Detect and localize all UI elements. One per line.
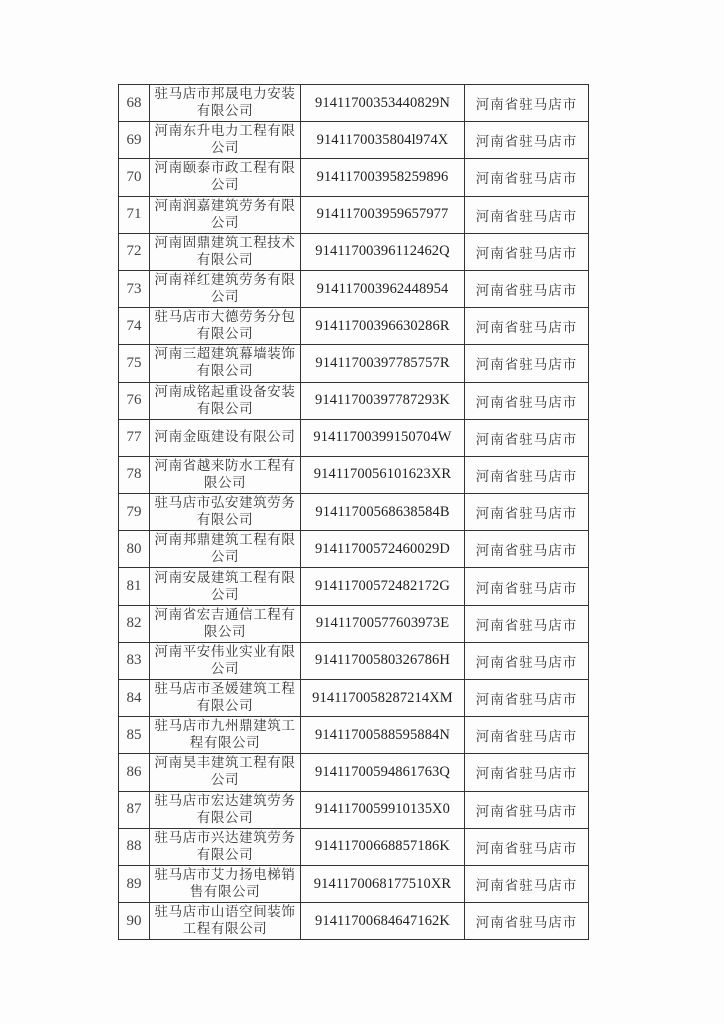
company-name-cell: 河南固鼎建筑工程技术有限公司 — [150, 233, 301, 270]
row-number-cell: 90 — [119, 903, 150, 940]
credit-code-cell: 91411700580326786H — [301, 642, 465, 679]
credit-code-cell: 91411700397787293K — [301, 382, 465, 419]
credit-code-cell: 914117003962448954 — [301, 270, 465, 307]
company-registry-table — [118, 84, 589, 940]
row-number-cell: 71 — [119, 196, 150, 233]
company-name-cell: 河南昊丰建筑工程有限公司 — [150, 754, 301, 791]
company-name-cell: 河南安晟建筑工程有限公司 — [150, 568, 301, 605]
region-cell: 河南省驻马店市 — [465, 308, 589, 345]
region-cell: 河南省驻马店市 — [465, 568, 589, 605]
region-cell: 河南省驻马店市 — [465, 754, 589, 791]
region-cell: 河南省驻马店市 — [465, 85, 589, 122]
credit-code-cell: 9141170035804l974X — [301, 122, 465, 159]
row-number-cell: 75 — [119, 345, 150, 382]
credit-code-cell: 91411700396112462Q — [301, 233, 465, 270]
table-row — [119, 865, 589, 902]
table-row — [119, 419, 589, 456]
company-name-cell: 驻马店市圣媛建筑工程有限公司 — [150, 680, 301, 717]
row-number-cell: 73 — [119, 270, 150, 307]
table-row — [119, 456, 589, 493]
credit-code-cell: 91411700396630286R — [301, 308, 465, 345]
credit-code-cell: 9141170059910135X0 — [301, 791, 465, 828]
table-row — [119, 85, 589, 122]
region-cell: 河南省驻马店市 — [465, 122, 589, 159]
credit-code-cell: 914117003959657977 — [301, 196, 465, 233]
row-number-cell: 79 — [119, 494, 150, 531]
row-number-cell: 68 — [119, 85, 150, 122]
region-cell: 河南省驻马店市 — [465, 233, 589, 270]
row-number-cell: 83 — [119, 642, 150, 679]
table-row — [119, 568, 589, 605]
credit-code-cell: 91411700397785757R — [301, 345, 465, 382]
credit-code-cell: 91411700399150704W — [301, 419, 465, 456]
credit-code-cell: 91411700684647162K — [301, 903, 465, 940]
region-cell: 河南省驻马店市 — [465, 419, 589, 456]
credit-code-cell: 91411700594861763Q — [301, 754, 465, 791]
table-row — [119, 233, 589, 270]
region-cell: 河南省驻马店市 — [465, 605, 589, 642]
table-row — [119, 754, 589, 791]
table-row — [119, 382, 589, 419]
credit-code-cell: 914117003958259896 — [301, 159, 465, 196]
region-cell: 河南省驻马店市 — [465, 828, 589, 865]
row-number-cell: 89 — [119, 865, 150, 902]
company-name-cell: 驻马店市宏达建筑劳务有限公司 — [150, 791, 301, 828]
table-row — [119, 159, 589, 196]
table-row — [119, 270, 589, 307]
credit-code-cell: 91411700588595884N — [301, 717, 465, 754]
table-row — [119, 308, 589, 345]
region-cell: 河南省驻马店市 — [465, 270, 589, 307]
row-number-cell: 76 — [119, 382, 150, 419]
row-number-cell: 77 — [119, 419, 150, 456]
credit-code-cell: 91411700572460029D — [301, 531, 465, 568]
table-row — [119, 531, 589, 568]
company-name-cell: 河南成铭起重设备安装有限公司 — [150, 382, 301, 419]
row-number-cell: 87 — [119, 791, 150, 828]
company-name-cell: 河南邦鼎建筑工程有限公司 — [150, 531, 301, 568]
region-cell: 河南省驻马店市 — [465, 865, 589, 902]
company-name-cell: 河南三超建筑幕墙装饰有限公司 — [150, 345, 301, 382]
region-cell: 河南省驻马店市 — [465, 531, 589, 568]
region-cell: 河南省驻马店市 — [465, 903, 589, 940]
table-row — [119, 122, 589, 159]
table-row — [119, 345, 589, 382]
company-name-cell: 驻马店市兴达建筑劳务有限公司 — [150, 828, 301, 865]
table-row — [119, 605, 589, 642]
company-name-cell: 驻马店市九州鼎建筑工程有限公司 — [150, 717, 301, 754]
company-name-cell: 驻马店市艾力扬电梯销售有限公司 — [150, 865, 301, 902]
region-cell: 河南省驻马店市 — [465, 717, 589, 754]
region-cell: 河南省驻马店市 — [465, 791, 589, 828]
credit-code-cell: 91411700353440829N — [301, 85, 465, 122]
table-row — [119, 903, 589, 940]
region-cell: 河南省驻马店市 — [465, 642, 589, 679]
company-name-cell: 驻马店市弘安建筑劳务有限公司 — [150, 494, 301, 531]
company-name-cell: 河南颐泰市政工程有限公司 — [150, 159, 301, 196]
company-name-cell: 河南省越来防水工程有限公司 — [150, 456, 301, 493]
credit-code-cell: 91411700568638584B — [301, 494, 465, 531]
table-row — [119, 717, 589, 754]
row-number-cell: 81 — [119, 568, 150, 605]
credit-code-cell: 9141170058287214XM — [301, 680, 465, 717]
row-number-cell: 69 — [119, 122, 150, 159]
row-number-cell: 84 — [119, 680, 150, 717]
company-name-cell: 驻马店市大德劳务分包有限公司 — [150, 308, 301, 345]
company-name-cell: 驻马店市邦晟电力安装有限公司 — [150, 85, 301, 122]
row-number-cell: 86 — [119, 754, 150, 791]
table-row — [119, 680, 589, 717]
table-row — [119, 828, 589, 865]
table-row — [119, 642, 589, 679]
company-name-cell: 河南省宏吉通信工程有限公司 — [150, 605, 301, 642]
row-number-cell: 85 — [119, 717, 150, 754]
row-number-cell: 72 — [119, 233, 150, 270]
company-name-cell: 河南润嘉建筑劳务有限公司 — [150, 196, 301, 233]
table-row — [119, 196, 589, 233]
credit-code-cell: 91411700668857186K — [301, 828, 465, 865]
company-name-cell: 河南东升电力工程有限公司 — [150, 122, 301, 159]
credit-code-cell: 91411700577603973E — [301, 605, 465, 642]
company-name-cell: 河南祥红建筑劳务有限公司 — [150, 270, 301, 307]
row-number-cell: 74 — [119, 308, 150, 345]
region-cell: 河南省驻马店市 — [465, 456, 589, 493]
row-number-cell: 78 — [119, 456, 150, 493]
region-cell: 河南省驻马店市 — [465, 680, 589, 717]
company-name-cell: 驻马店市山语空间装饰工程有限公司 — [150, 903, 301, 940]
region-cell: 河南省驻马店市 — [465, 382, 589, 419]
table-body — [119, 85, 589, 940]
region-cell: 河南省驻马店市 — [465, 494, 589, 531]
region-cell: 河南省驻马店市 — [465, 159, 589, 196]
region-cell: 河南省驻马店市 — [465, 196, 589, 233]
company-name-cell: 河南金瓯建设有限公司 — [150, 419, 301, 456]
credit-code-cell: 9141170068177510XR — [301, 865, 465, 902]
table-row — [119, 494, 589, 531]
table-row — [119, 791, 589, 828]
credit-code-cell: 91411700572482172G — [301, 568, 465, 605]
row-number-cell: 80 — [119, 531, 150, 568]
company-name-cell: 河南平安伟业实业有限公司 — [150, 642, 301, 679]
row-number-cell: 88 — [119, 828, 150, 865]
credit-code-cell: 9141170056101623XR — [301, 456, 465, 493]
row-number-cell: 82 — [119, 605, 150, 642]
row-number-cell: 70 — [119, 159, 150, 196]
region-cell: 河南省驻马店市 — [465, 345, 589, 382]
